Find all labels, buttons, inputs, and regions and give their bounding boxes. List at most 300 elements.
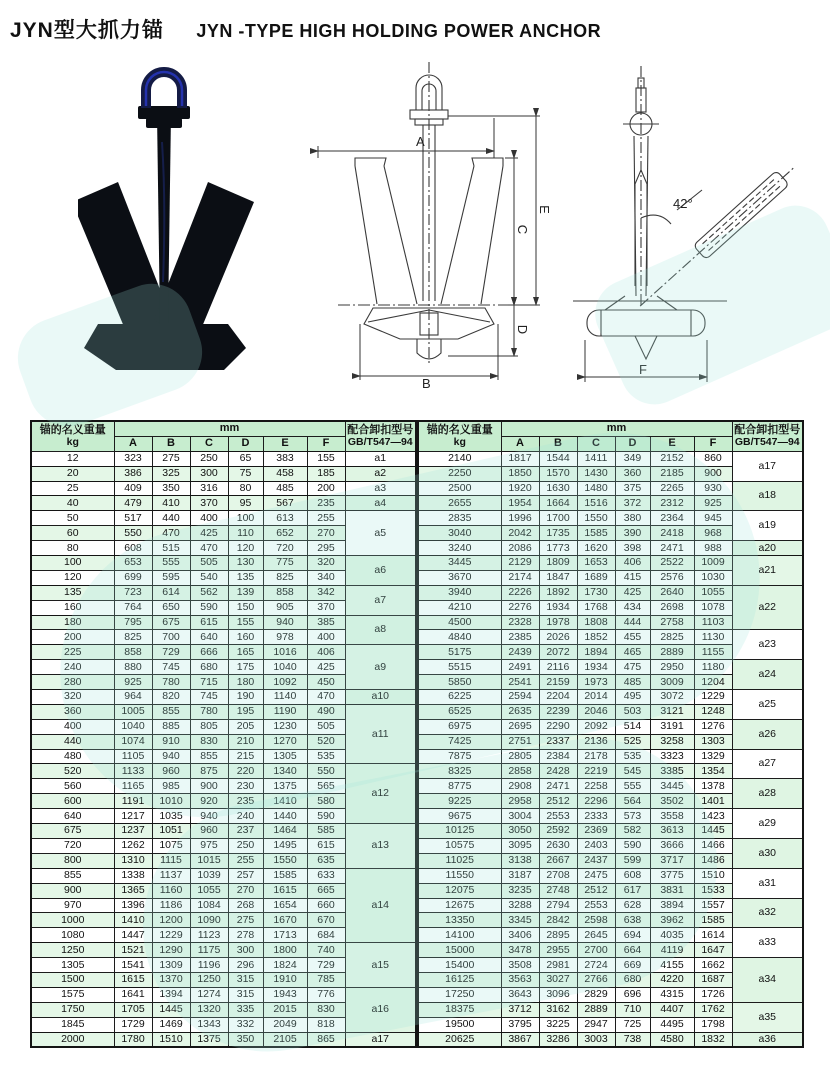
dim-cell-c: 505 [190, 556, 228, 571]
weight-header [31, 421, 114, 451]
table-row [418, 556, 803, 571]
title-chinese: JYN型大抓力锚 [10, 19, 164, 42]
shackle-cell: a2 [345, 466, 416, 481]
dim-cell-b: 2630 [539, 838, 577, 853]
dim-cell-b: 2748 [539, 883, 577, 898]
dim-cell-c: 2014 [577, 690, 615, 705]
dim-cell-b: 1934 [539, 600, 577, 615]
weight-cell: 2140 [418, 451, 501, 466]
dim-cell-f: 988 [694, 541, 732, 556]
dim-cell-b: 3225 [539, 1017, 577, 1032]
side-view-drawing [555, 58, 795, 392]
dim-cell-f: 660 [307, 898, 345, 913]
dim-cell-f: 385 [307, 615, 345, 630]
dim-cell-f: 565 [307, 779, 345, 794]
table-row [31, 690, 416, 705]
dim-cell-a: 1705 [114, 1002, 152, 1017]
dim-cell-a: 2129 [501, 556, 539, 571]
dim-cell-c: 875 [190, 764, 228, 779]
table-row [418, 809, 803, 824]
dim-cell-a: 3235 [501, 883, 539, 898]
dim-cell-c: 2829 [577, 987, 615, 1002]
dim-cell-a: 2086 [501, 541, 539, 556]
dim-cell-e: 4155 [650, 958, 694, 973]
dim-cell-a: 1954 [501, 496, 539, 511]
dim-cell-c: 1090 [190, 913, 228, 928]
dim-cell-c: 1973 [577, 675, 615, 690]
dim-cell-f: 255 [307, 511, 345, 526]
dim-cell-c: 1550 [577, 511, 615, 526]
dim-cell-e: 775 [263, 556, 307, 571]
weight-cell: 3940 [418, 585, 501, 600]
dim-cell-e: 2364 [650, 511, 694, 526]
dim-cell-e: 1713 [263, 928, 307, 943]
table-row [418, 1032, 803, 1047]
dim-cell-a: 3050 [501, 824, 539, 839]
shackle-cell: a12 [345, 764, 416, 824]
dim-cell-f: 1647 [694, 943, 732, 958]
dim-cell-d: 535 [615, 749, 650, 764]
dim-cell-f: 295 [307, 541, 345, 556]
dim-cell-b: 2955 [539, 943, 577, 958]
dim-col-header-a: A [501, 436, 539, 451]
dim-cell-d: 664 [615, 943, 650, 958]
dim-cell-d: 455 [615, 630, 650, 645]
dim-cell-f: 1486 [694, 853, 732, 868]
dim-cell-c: 1730 [577, 585, 615, 600]
shackle-cell: a4 [345, 496, 416, 511]
dim-cell-d: 503 [615, 704, 650, 719]
dim-cell-d: 139 [228, 585, 263, 600]
table-row [418, 585, 803, 600]
dim-label-b: B [422, 376, 431, 391]
dim-cell-f: 1726 [694, 987, 732, 1002]
dim-cell-a: 1396 [114, 898, 152, 913]
dim-cell-f: 776 [307, 987, 345, 1002]
dim-cell-e: 4220 [650, 972, 694, 987]
dim-cell-e: 1495 [263, 838, 307, 853]
dim-cell-e: 1140 [263, 690, 307, 705]
dim-cell-d: 150 [228, 600, 263, 615]
dim-cell-d: 738 [615, 1032, 650, 1047]
dim-cell-c: 1768 [577, 600, 615, 615]
dim-cell-d: 335 [228, 1002, 263, 1017]
dim-cell-c: 975 [190, 838, 228, 853]
dim-cell-f: 1103 [694, 615, 732, 630]
shackle-cell: a6 [345, 556, 416, 586]
dim-cell-e: 3385 [650, 764, 694, 779]
dim-cell-a: 1541 [114, 958, 152, 973]
weight-cell: 2500 [418, 481, 501, 496]
dim-cell-b: 1309 [152, 958, 190, 973]
dim-cell-f: 968 [694, 526, 732, 541]
dim-cell-e: 2418 [650, 526, 694, 541]
weight-cell: 20625 [418, 1032, 501, 1047]
dim-cell-a: 1074 [114, 734, 152, 749]
dim-cell-b: 700 [152, 630, 190, 645]
dim-cell-a: 3406 [501, 928, 539, 943]
dim-label-e: E [536, 205, 552, 214]
dim-cell-d: 350 [228, 1032, 263, 1047]
dim-cell-e: 2312 [650, 496, 694, 511]
table-row [418, 1002, 803, 1017]
dim-cell-b: 1773 [539, 541, 577, 556]
dim-cell-b: 1469 [152, 1017, 190, 1032]
table-row [31, 466, 416, 481]
dim-cell-f: 1466 [694, 838, 732, 853]
right-anchor-spec-table [417, 420, 804, 1048]
dim-cell-a: 517 [114, 511, 152, 526]
dim-cell-c: 615 [190, 615, 228, 630]
dim-cell-b: 2553 [539, 809, 577, 824]
weight-header [418, 421, 501, 451]
weight-cell: 675 [31, 824, 114, 839]
dim-cell-d: 599 [615, 853, 650, 868]
dim-cell-a: 3187 [501, 868, 539, 883]
shackle-cell: a7 [345, 585, 416, 615]
weight-cell: 15000 [418, 943, 501, 958]
dim-cell-c: 2598 [577, 913, 615, 928]
dim-cell-b: 2290 [539, 719, 577, 734]
dim-cell-f: 900 [694, 466, 732, 481]
dim-cell-a: 3478 [501, 943, 539, 958]
dim-cell-d: 628 [615, 898, 650, 913]
dim-cell-e: 3323 [650, 749, 694, 764]
dim-cell-a: 1105 [114, 749, 152, 764]
shackle-cell: a10 [345, 690, 416, 705]
dim-cell-a: 386 [114, 466, 152, 481]
dim-cell-e: 978 [263, 630, 307, 645]
dim-cell-c: 960 [190, 824, 228, 839]
dim-cell-d: 235 [228, 794, 263, 809]
table-row [31, 704, 416, 719]
dim-cell-a: 1641 [114, 987, 152, 1002]
dim-cell-b: 515 [152, 541, 190, 556]
page-title [10, 14, 820, 44]
dim-cell-b: 1010 [152, 794, 190, 809]
shackle-cell: a20 [732, 541, 803, 556]
weight-cell: 640 [31, 809, 114, 824]
weight-cell: 9225 [418, 794, 501, 809]
dim-cell-e: 1305 [263, 749, 307, 764]
mm-header: mm [501, 421, 732, 436]
weight-cell: 6975 [418, 719, 501, 734]
dim-cell-c: 1039 [190, 868, 228, 883]
dim-cell-b: 2159 [539, 675, 577, 690]
dim-cell-b: 729 [152, 645, 190, 660]
dim-cell-a: 2174 [501, 570, 539, 585]
dim-col-header-e: E [263, 436, 307, 451]
dim-cell-b: 3096 [539, 987, 577, 1002]
dim-cell-f: 185 [307, 466, 345, 481]
dim-cell-f: 450 [307, 675, 345, 690]
dim-cell-f: 1009 [694, 556, 732, 571]
shackle-cell: a16 [345, 987, 416, 1032]
dim-cell-b: 960 [152, 764, 190, 779]
weight-cell: 120 [31, 570, 114, 585]
dim-cell-e: 1270 [263, 734, 307, 749]
dim-cell-e: 2152 [650, 451, 694, 466]
dim-cell-d: 415 [615, 570, 650, 585]
dim-cell-f: 1155 [694, 645, 732, 660]
dim-cell-b: 2667 [539, 853, 577, 868]
mm-header: mm [114, 421, 345, 436]
dim-cell-d: 725 [615, 1017, 650, 1032]
front-view-drawing [298, 58, 560, 392]
dim-cell-c: 2333 [577, 809, 615, 824]
dim-cell-e: 3258 [650, 734, 694, 749]
table-row [31, 1032, 416, 1047]
dim-cell-e: 1670 [263, 913, 307, 928]
dim-cell-b: 1809 [539, 556, 577, 571]
shackle-cell: a23 [732, 630, 803, 660]
dim-cell-e: 1440 [263, 809, 307, 824]
dim-cell-e: 4580 [650, 1032, 694, 1047]
dim-cell-d: 608 [615, 868, 650, 883]
dim-cell-a: 2695 [501, 719, 539, 734]
angle-label: 42° [673, 196, 693, 211]
table-row [31, 987, 416, 1002]
shackle-cell: a13 [345, 824, 416, 869]
dim-cell-a: 1410 [114, 913, 152, 928]
dim-cell-e: 1800 [263, 943, 307, 958]
dim-col-header-b: B [539, 436, 577, 451]
shackle-cell: a31 [732, 868, 803, 898]
dim-cell-e: 613 [263, 511, 307, 526]
dim-cell-e: 858 [263, 585, 307, 600]
dim-cell-e: 1464 [263, 824, 307, 839]
dim-cell-b: 1892 [539, 585, 577, 600]
dim-cell-c: 1196 [190, 958, 228, 973]
dim-cell-c: 2403 [577, 838, 615, 853]
weight-cell: 14100 [418, 928, 501, 943]
dim-cell-b: 780 [152, 675, 190, 690]
dim-cell-e: 1910 [263, 972, 307, 987]
dim-cell-e: 3072 [650, 690, 694, 705]
dim-cell-e: 1190 [263, 704, 307, 719]
dim-cell-e: 940 [263, 615, 307, 630]
dim-cell-d: 514 [615, 719, 650, 734]
dim-cell-a: 3345 [501, 913, 539, 928]
dim-cell-f: 342 [307, 585, 345, 600]
dim-cell-e: 1824 [263, 958, 307, 973]
dim-cell-c: 540 [190, 570, 228, 585]
dim-cell-a: 1521 [114, 943, 152, 958]
dim-cell-d: 525 [615, 734, 650, 749]
dim-cell-f: 270 [307, 526, 345, 541]
table-row [418, 868, 803, 883]
dim-cell-e: 2105 [263, 1032, 307, 1047]
dim-cell-e: 1943 [263, 987, 307, 1002]
dim-cell-c: 805 [190, 719, 228, 734]
dim-cell-d: 696 [615, 987, 650, 1002]
weight-cell: 12675 [418, 898, 501, 913]
dim-cell-e: 3894 [650, 898, 694, 913]
dim-cell-b: 2592 [539, 824, 577, 839]
dim-cell-d: 380 [615, 511, 650, 526]
weight-cell: 18375 [418, 1002, 501, 1017]
shackle-header-title: 配合卸扣型号 [347, 424, 414, 437]
dim-cell-f: 945 [694, 511, 732, 526]
dim-cell-e: 1040 [263, 660, 307, 675]
dim-cell-d: 545 [615, 764, 650, 779]
dim-cell-b: 2794 [539, 898, 577, 913]
dim-col-header-f: F [307, 436, 345, 451]
weight-cell: 80 [31, 541, 114, 556]
dim-cell-c: 2475 [577, 868, 615, 883]
dim-cell-d: 135 [228, 570, 263, 585]
weight-cell: 180 [31, 615, 114, 630]
dim-cell-b: 1700 [539, 511, 577, 526]
dim-cell-c: 2889 [577, 1002, 615, 1017]
dim-cell-a: 3643 [501, 987, 539, 1002]
table-row [418, 958, 803, 973]
weight-cell: 2835 [418, 511, 501, 526]
dim-cell-b: 1075 [152, 838, 190, 853]
dim-cell-e: 905 [263, 600, 307, 615]
dim-cell-f: 590 [307, 809, 345, 824]
dim-cell-e: 1340 [263, 764, 307, 779]
dim-cell-d: 275 [228, 913, 263, 928]
dim-cell-e: 3613 [650, 824, 694, 839]
weight-cell: 6525 [418, 704, 501, 719]
dim-cell-f: 740 [307, 943, 345, 958]
dim-cell-e: 2640 [650, 585, 694, 600]
dim-cell-b: 2981 [539, 958, 577, 973]
weight-cell: 100 [31, 556, 114, 571]
shackle-cell: a5 [345, 511, 416, 556]
dim-cell-a: 2858 [501, 764, 539, 779]
dim-cell-e: 652 [263, 526, 307, 541]
dim-cell-c: 2296 [577, 794, 615, 809]
dim-cell-c: 1175 [190, 943, 228, 958]
table-row [31, 824, 416, 839]
dim-cell-d: 475 [615, 660, 650, 675]
dim-cell-e: 720 [263, 541, 307, 556]
dim-cell-e: 4315 [650, 987, 694, 1002]
weight-cell: 1845 [31, 1017, 114, 1032]
dim-cell-b: 1445 [152, 1002, 190, 1017]
dim-cell-a: 2594 [501, 690, 539, 705]
weight-cell: 10575 [418, 838, 501, 853]
dim-cell-a: 608 [114, 541, 152, 556]
weight-cell: 7425 [418, 734, 501, 749]
weight-cell: 520 [31, 764, 114, 779]
dim-cell-c: 2700 [577, 943, 615, 958]
dim-cell-e: 1550 [263, 853, 307, 868]
dim-cell-b: 3286 [539, 1032, 577, 1047]
weight-cell: 970 [31, 898, 114, 913]
dim-cell-b: 1544 [539, 451, 577, 466]
dim-cell-e: 2950 [650, 660, 694, 675]
dim-cell-e: 2185 [650, 466, 694, 481]
dim-cell-d: 485 [615, 675, 650, 690]
dim-cell-f: 320 [307, 556, 345, 571]
dim-cell-f: 406 [307, 645, 345, 660]
dim-cell-c: 1585 [577, 526, 615, 541]
dim-cell-b: 2204 [539, 690, 577, 705]
shackle-cell: a15 [345, 943, 416, 988]
dim-cell-d: 315 [228, 972, 263, 987]
dim-cell-d: 80 [228, 481, 263, 496]
dim-cell-c: 1375 [190, 1032, 228, 1047]
dim-cell-f: 1445 [694, 824, 732, 839]
table-row [31, 943, 416, 958]
dim-cell-f: 520 [307, 734, 345, 749]
dim-cell-b: 1735 [539, 526, 577, 541]
dim-cell-d: 349 [615, 451, 650, 466]
weight-cell: 720 [31, 838, 114, 853]
table-row [418, 928, 803, 943]
anchor-photo-svg [78, 52, 300, 387]
dim-cell-d: 406 [615, 556, 650, 571]
dim-cell-b: 910 [152, 734, 190, 749]
dim-cell-e: 3191 [650, 719, 694, 734]
dim-cell-c: 1320 [190, 1002, 228, 1017]
dim-cell-d: 372 [615, 496, 650, 511]
dim-cell-d: 555 [615, 779, 650, 794]
dim-cell-b: 2708 [539, 868, 577, 883]
dim-cell-d: 669 [615, 958, 650, 973]
dim-cell-b: 1847 [539, 570, 577, 585]
dim-cell-f: 1557 [694, 898, 732, 913]
dim-cell-a: 723 [114, 585, 152, 600]
weight-cell: 1305 [31, 958, 114, 973]
dim-cell-d: 434 [615, 600, 650, 615]
dim-cell-c: 2724 [577, 958, 615, 973]
weight-cell: 600 [31, 794, 114, 809]
dim-cell-b: 2337 [539, 734, 577, 749]
dim-cell-d: 95 [228, 496, 263, 511]
weight-cell: 1000 [31, 913, 114, 928]
side-view-svg [555, 58, 795, 392]
table-row [31, 868, 416, 883]
dim-cell-a: 3508 [501, 958, 539, 973]
dim-cell-b: 1370 [152, 972, 190, 987]
weight-cell: 7875 [418, 749, 501, 764]
dim-cell-b: 855 [152, 704, 190, 719]
dim-cell-e: 3558 [650, 809, 694, 824]
dim-cell-a: 3095 [501, 838, 539, 853]
dim-cell-f: 1832 [694, 1032, 732, 1047]
table-row [418, 779, 803, 794]
weight-cell: 225 [31, 645, 114, 660]
shackle-cell: a19 [732, 511, 803, 541]
weight-cell: 280 [31, 675, 114, 690]
dim-cell-a: 3795 [501, 1017, 539, 1032]
dim-cell-d: 680 [615, 972, 650, 987]
dim-cell-f: 200 [307, 481, 345, 496]
dim-cell-e: 2576 [650, 570, 694, 585]
dim-cell-e: 1615 [263, 883, 307, 898]
table-row [418, 719, 803, 734]
dim-cell-d: 278 [228, 928, 263, 943]
dim-cell-e: 3502 [650, 794, 694, 809]
dim-cell-b: 1160 [152, 883, 190, 898]
dim-cell-a: 2226 [501, 585, 539, 600]
shackle-cell: a17 [345, 1032, 416, 1047]
weight-cell: 560 [31, 779, 114, 794]
shackle-cell: a22 [732, 585, 803, 630]
shackle-cell: a8 [345, 615, 416, 645]
dim-cell-f: 155 [307, 451, 345, 466]
dim-cell-b: 614 [152, 585, 190, 600]
shackle-header [345, 421, 416, 451]
dim-cell-e: 1092 [263, 675, 307, 690]
dim-cell-a: 323 [114, 451, 152, 466]
dim-cell-b: 555 [152, 556, 190, 571]
dim-cell-f: 1378 [694, 779, 732, 794]
